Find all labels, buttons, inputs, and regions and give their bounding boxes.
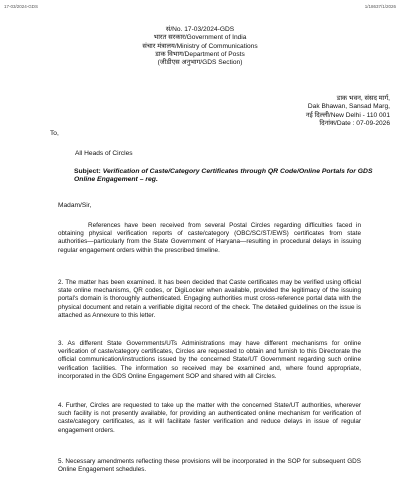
to-label: To, <box>50 130 59 137</box>
paragraph-5: 5. Necessary amendments reflecting these provisions will be incorporated in the SOP for subsequent GDS Online Engagement schedules. <box>58 458 361 474</box>
subject-text: Verification of Caste/Category Certificates through QR Code/Online Portals for GDS Online Engagement – reg. <box>74 168 373 184</box>
paragraph-1 <box>58 222 361 255</box>
government-line: भारत सरकार/Government of India <box>153 34 247 42</box>
department-line: डाक विभाग/Department of Posts <box>155 50 245 58</box>
subject-line <box>74 168 374 185</box>
recipient: All Heads of Circles <box>75 150 133 157</box>
paragraph-2: 2. The matter has been examined. It has been decided that Caste certificates may be verified using official state online mechanisms, QR codes, or DigiLocker when available, provided the legitimacy of the issuing portal's domain is thoroughly authenticated. Engaging authorities must cross-reference portal data with the physical document and retain a verifiable digital record of the check. The detailed guidelines on the issue is attached as Annexure to this letter. <box>58 279 361 319</box>
address-line-hindi: डाक भवन, संसद मार्ग, <box>336 95 390 102</box>
paragraph-4: 4. Further, Circles are requested to take up the matter with the concerned State/UT authorities, wherever such facility is not presently available, for providing an authenticated online mechanism for verification of caste/category certificates, as it will facilitate faster verification and reduce delays in issue of regular engagement orders. <box>58 402 361 434</box>
paragraph-3: 3. As different State Governments/UTs Administrations may have different mechanisms for online verification of caste/category certificates, Circles are requested to obtain and furnish to this Directorate the official communication/instructions issued by the concerned State/UT Government regarding such online verification facilities. The information so received may be examined and, where found appropriate, incorporated in the GDS Online Engagement SOP and shared with all Circles. <box>58 340 361 380</box>
subject-lead: Subject: <box>74 168 103 175</box>
letterhead <box>130 26 270 67</box>
print-header-left: 17-03/2024-GDS <box>4 4 39 9</box>
paragraph-1-text: References have been received from several Postal Circles regarding difficulties faced in obtaining physical verification reports of caste/category (OBC/SC/ST/EWS) certificates from state authorities—particularly from the State Government of Haryana—resulting in procedural delays in issuing regular engagement orders within the prescribed timeline. <box>58 222 361 254</box>
sender-address <box>250 95 390 129</box>
file-number: सं/No. 17-03/2024-GDS <box>165 26 235 33</box>
address-city: नई दिल्ली/New Delhi - 110 001 <box>305 111 390 119</box>
salutation: Madam/Sir, <box>58 202 92 209</box>
letter-date: दिनांक/Date : 07-09-2026 <box>319 120 390 128</box>
address-line-english: Dak Bhawan, Sansad Marg, <box>307 103 390 111</box>
section-line: (जीडीएस अनुभाग/GDS Section) <box>157 59 243 67</box>
ministry-line: संचार मंत्रालय/Ministry of Communications <box>142 42 258 50</box>
print-header-right: 1/18637/1/2026 <box>364 4 396 9</box>
